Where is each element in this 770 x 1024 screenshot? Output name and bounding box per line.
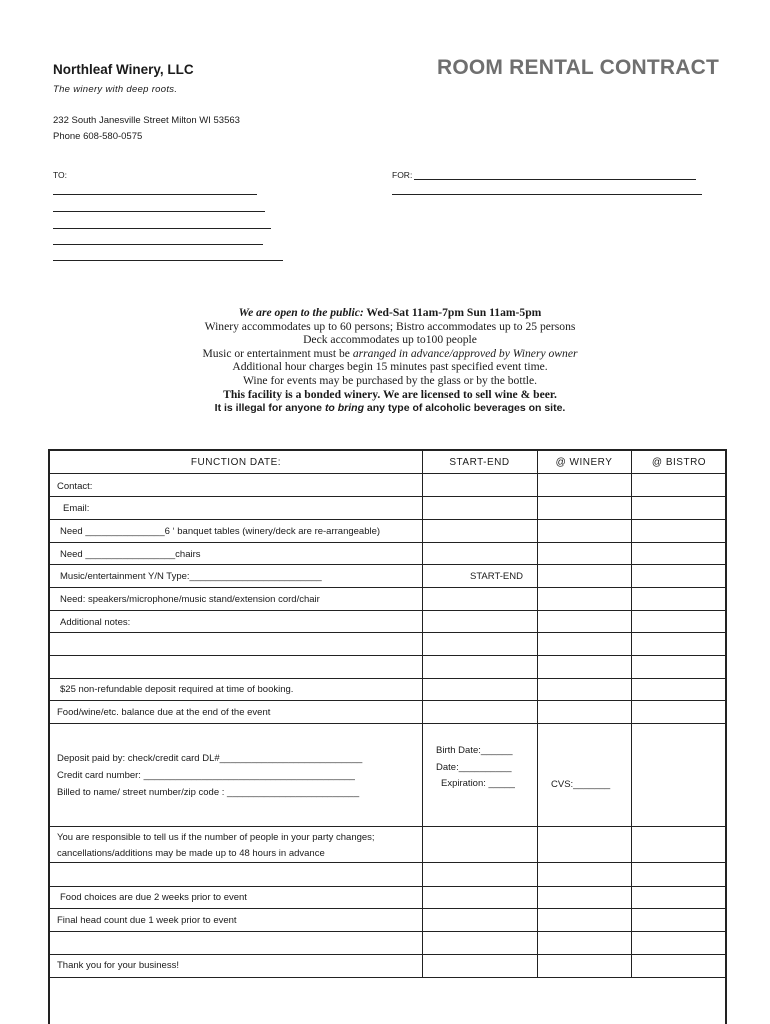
company-phone: Phone 608-580-0575	[53, 131, 143, 142]
expiration-label: Expiration: _____	[441, 778, 515, 789]
charges-line: Additional hour charges begin 15 minutes past specified event time.	[232, 360, 548, 374]
row-divider	[50, 977, 725, 978]
to-line[interactable]	[53, 228, 271, 229]
row-divider	[50, 886, 725, 887]
to-label: TO:	[53, 170, 68, 180]
column-divider	[631, 451, 632, 978]
deposit-label: $25 non-refundable deposit required at time of booking.	[60, 684, 294, 695]
equipment-label: Need: speakers/microphone/music stand/extension cord/chair	[60, 594, 320, 605]
row-divider	[50, 862, 725, 863]
header-winery: @ WINERY	[555, 457, 613, 468]
notice-block	[60, 306, 720, 416]
cancellations-label: cancellations/additions may be made up to 48 hours in advance	[57, 848, 325, 859]
banquet-tables-label: Need _______________6 ‘ banquet tables (winery/deck are re-arrangeable)	[60, 526, 381, 537]
wine-line: Wine for events may be purchased by the glass or by the bottle.	[242, 373, 538, 387]
music-line	[60, 347, 720, 361]
row-divider	[50, 610, 725, 611]
open-label: We are open to the public:	[238, 306, 364, 319]
deposit-paid-by-label: Deposit paid by: check/credit card DL#___________________________	[57, 753, 363, 764]
additional-notes-label: Additional notes:	[60, 617, 131, 628]
to-line[interactable]	[53, 211, 265, 212]
header-function-date: FUNCTION DATE:	[190, 457, 282, 468]
music-prefix: Music or entertainment must be	[202, 346, 353, 360]
music-label: Music/entertainment Y/N Type:_________________________	[60, 571, 322, 582]
row-divider	[50, 954, 725, 955]
company-name: Northleaf Winery, LLC	[53, 62, 194, 77]
for-line[interactable]	[392, 194, 702, 195]
to-line[interactable]	[53, 260, 283, 261]
table-outer-border	[725, 449, 727, 1024]
date-label: Date:__________	[436, 762, 512, 773]
document-title: ROOM RENTAL CONTRACT	[437, 56, 720, 79]
cvs-label: CVS:_______	[551, 779, 611, 790]
row-divider	[50, 678, 725, 679]
row-divider	[50, 655, 725, 656]
column-divider	[537, 451, 538, 978]
illegal-suffix: any type of alcoholic beverages on site.	[364, 402, 566, 415]
for-line[interactable]	[414, 179, 696, 180]
music-italic: arranged in advance/approved by Winery owner	[352, 346, 578, 360]
balance-label: Food/wine/etc. balance due at the end of the event	[57, 707, 271, 718]
illegal-prefix: It is illegal for anyone	[214, 402, 325, 415]
food-choices-label: Food choices are due 2 weeks prior to event	[60, 892, 247, 903]
email-label: Email:	[63, 503, 90, 514]
deck-line: Deck accommodates up to100 people	[303, 333, 477, 347]
row-divider	[50, 473, 725, 474]
row-divider	[50, 632, 725, 633]
row-divider	[50, 908, 725, 909]
row-divider	[50, 496, 725, 497]
row-divider	[50, 542, 725, 543]
row-divider	[50, 826, 725, 827]
row-divider	[50, 587, 725, 588]
contract-form-table	[48, 449, 727, 1024]
row-divider	[50, 723, 725, 724]
company-address: 232 South Janesville Street Milton WI 53563	[53, 115, 240, 126]
to-line[interactable]	[53, 194, 257, 195]
capacity-line: Winery accommodates up to 60 persons; Bistro accommodates up to 25 persons	[204, 319, 576, 333]
for-label: FOR:	[392, 170, 413, 180]
illegal-line	[60, 401, 720, 416]
chairs-label: Need _________________chairs	[60, 549, 201, 560]
header-bistro: @ BISTRO	[651, 457, 707, 468]
birth-date-label: Birth Date:______	[436, 745, 513, 756]
header-start-end: START-END	[449, 457, 510, 468]
thank-you-label: Thank you for your business!	[57, 960, 179, 971]
opening-hours: Wed-Sat 11am-7pm Sun 11am-5pm	[363, 306, 542, 319]
bonded-line: This facility is a bonded winery. We are licensed to sell wine & beer.	[223, 387, 557, 401]
row-divider	[50, 564, 725, 565]
row-divider	[50, 519, 725, 520]
head-count-label: Final head count due 1 week prior to event	[57, 915, 237, 926]
contact-label: Contact:	[57, 481, 93, 492]
hours-line	[60, 306, 720, 320]
column-divider	[422, 451, 423, 978]
row-divider	[50, 700, 725, 701]
row-divider	[50, 931, 725, 932]
billed-to-label: Billed to name/ street number/zip code : _________________________	[57, 787, 360, 798]
illegal-italic: to bring	[324, 402, 365, 415]
music-start-end-label: START-END	[470, 571, 523, 582]
to-line[interactable]	[53, 244, 263, 245]
company-tagline: The winery with deep roots.	[53, 84, 178, 95]
credit-card-number-label: Credit card number: ________________________________________	[57, 770, 355, 781]
party-changes-label: You are responsible to tell us if the number of people in your party changes;	[57, 832, 375, 843]
